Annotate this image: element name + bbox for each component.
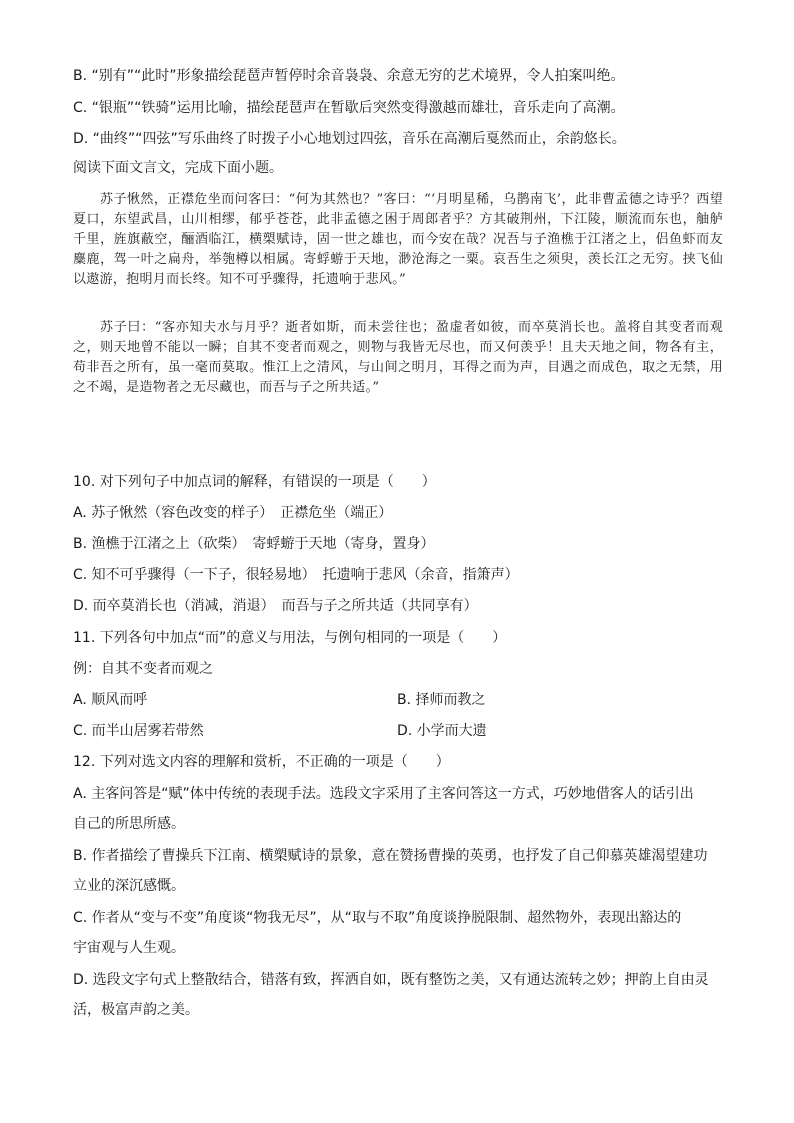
q11-option-d: D. 小学而大遗: [397, 723, 487, 739]
passage-paragraph-1: 苏子愀然，正襟危坐而问客曰：“何为其然也？”客曰：“‘月明星稀，乌鹊南飞’，此非曹孟德之诗乎？西望夏口，东望武昌，山川相缪，郁乎苍苍，此非孟德之困于周郎者乎？方其破荆州，下江陵，顺流而东也，舳舻千里，旌旗蔽空，酾酒临江，横槊赋诗，固一世之雄也，而今安在哉？况吾与子渔樵于江渚之上，侣鱼虾而友麋鹿，驾一叶之扁舟，举匏樽以相属。寄蜉蝣于天地，渺沧海之一粟。哀吾生之须臾，羡长江之无穷。挟飞仙以遨游，抱明月而长终。知不可乎骤得，托遗响于悲风。”: [73, 192, 723, 287]
q10-option-d: D. 而卒莫消长也（消减，消退） 而吾与子之所共适（共同享有）: [73, 598, 478, 614]
q9-option-d: D. “曲终”“四弦”写乐曲终了时拨子小心地划过四弦，音乐在高潮后戛然而止，余韵悠长。: [73, 131, 626, 147]
q10-option-b: B. 渔樵于江渚之上（砍柴） 寄蜉蝣于天地（寄身，置身）: [73, 536, 435, 552]
q10-stem: 10. 对下列句子中加点词的解释，有错误的一项是（ ）: [73, 474, 436, 490]
q11-stem: 11. 下列各句中加点“而”的意义与用法，与例句相同的一项是（ ）: [73, 630, 507, 646]
q10-option-c: C. 知不可乎骤得（一下子，很轻易地） 托遗响于悲风（余音，指箫声）: [73, 567, 519, 583]
q12-option-b-line1: B. 作者描绘了曹操兵下江南、横槊赋诗的景象，意在赞扬曹操的英勇，也抒发了自己仰慕英雄渴望建功: [73, 848, 708, 864]
classical-passage-2: [73, 318, 723, 398]
q12-option-c-line1: C. 作者从“变与不变”角度谈“物我无尽”，从“取与不取”角度谈挣脱限制、超然物外，表现出豁达的: [73, 910, 682, 926]
q12-option-b-line2: 立业的深沉感慨。: [73, 878, 185, 894]
q9-option-b: B. “别有”“此时”形象描绘琵琶声暂停时余音袅袅、余意无穷的艺术境界，令人拍案叫绝。: [73, 68, 625, 84]
q12-stem: 12. 下列对选文内容的理解和赏析，不正确的一项是（ ）: [73, 754, 450, 770]
passage-paragraph-2: 苏子曰：“客亦知夫水与月乎？逝者如斯，而未尝往也；盈虚者如彼，而卒莫消长也。盖将自其变者而观之，则天地曾不能以一瞬；自其不变者而观之，则物与我皆无尽也，而又何羡乎！且夫天地之间，物各有主，苟非吾之所有，虽一毫而莫取。惟江上之清风，与山间之明月，耳得之而为声，目遇之而成色，取之无禁，用之不竭，是造物者之无尽藏也，而吾与子之所共适。”: [73, 320, 723, 395]
q11-option-b: B. 择师而教之: [397, 692, 486, 708]
classical-passage: [73, 190, 723, 290]
q10-option-a: A. 苏子愀然（容色改变的样子） 正襟危坐（端正）: [73, 505, 393, 521]
q12-option-d-line1: D. 选段文字句式上整散结合，错落有致，挥洒自如，既有整饬之美，又有通达流转之妙；押韵上自由灵: [73, 972, 709, 988]
q11-option-c: C. 而半山居雾若带然: [73, 723, 204, 739]
q12-option-d-line2: 活，极富声韵之美。: [73, 1002, 199, 1018]
q12-option-a-line1: A. 主客问答是“赋”体中传统的表现手法。选段文字采用了主客问答这一方式，巧妙地借客人的话引出: [73, 786, 694, 802]
q12-option-c-line2: 宇宙观与人生观。: [73, 940, 185, 956]
q9-option-c: C. “银瓶”“铁骑”运用比喻，描绘琵琶声在暂歇后突然变得激越而雄壮，音乐走向了高潮。: [73, 100, 625, 116]
q12-option-a-line2: 自己的所思所感。: [73, 816, 185, 832]
reading-instruction: 阅读下面文言文，完成下面小题。: [73, 160, 283, 176]
q11-example: 例：自其不变者而观之: [73, 661, 213, 677]
q11-option-a: A. 顺风而呼: [73, 692, 148, 708]
